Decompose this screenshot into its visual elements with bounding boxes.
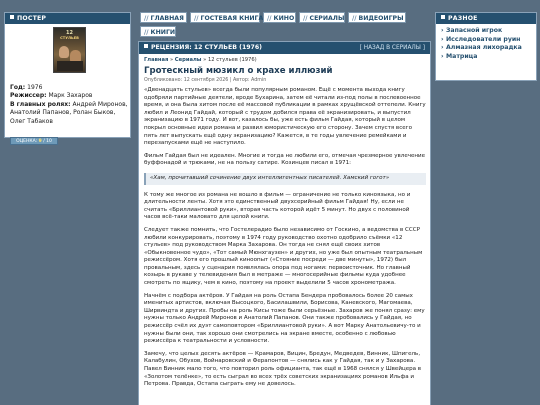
year-row: Год: 1976 xyxy=(10,84,43,91)
misc-links xyxy=(436,24,536,64)
paragraph: Начнём с подбора актёров. У Гайдая на роль Остапа Бендера пробовалось более 20 самых именитых артистов, включая Высоцкого, Басилашвили, Борисова, Каневского, Магомаева, Ширвиндта и других. Пробы на роль Кисы тоже были серьёзные. Захаров же понял сразу: ему нужны только Андрей Миронов и Анатолий Папанов. Они также пробовались у Гайдая, но режиссёр счёл их дуэт самоповтором «Бриллиантовой руки». А вот Марку Анатольевичу-то и нужны были они, так хорошо они смотрелись на экране вместе, особенно с любовью режиссёра к театральности и условности. xyxy=(144,292,425,345)
poster-figure xyxy=(59,46,69,58)
paragraph: Фильм Гайдая был не идеален. Многие и тогда не любили его, отмечая чрезмерное увлечение буффонадой и трюками, не на пользу сатире. Козинцев писал в 1971: xyxy=(144,152,426,167)
breadcrumb-home-link[interactable]: Главная xyxy=(144,57,169,63)
nav-item-movies[interactable]: // КИНО xyxy=(263,12,296,23)
nav-item-home[interactable]: // ГЛАВНАЯ xyxy=(140,12,187,23)
square-bullet-icon xyxy=(144,44,148,48)
director-row: Режиссер: Марк Захаров xyxy=(10,92,93,100)
top-navigation xyxy=(140,12,430,38)
blockquote: «Хам, прочитавший сочинение двух интеллигентных писателей. Хамский гогот» xyxy=(144,173,426,185)
breadcrumb-current: 12 стульев (1976) xyxy=(207,57,257,63)
cast-row: В главных ролях: Андрей Миронов, Анатолий Папанов, Ролан Быков, Олег Табаков xyxy=(10,100,128,125)
bullet-icon: › xyxy=(441,52,444,60)
misc-link-item[interactable]: › Исследователи руин xyxy=(441,35,521,43)
paragraph: Замечу, что целых десять актёров — Крамаров, Вицин, Бредун, Медведев, Винник, Шпигель, Калабулин, Обухов, Войнаровский и Ферапонтов — снялись как у Гайдая, так и у Захарова. Павел Винник мало того, что повторил роль официанта, так ещё в 1968 снялся у Швейцера в «Золотом телёнке», то есть сыграл во всех трёх советских экранизациях романов Ильфа и Петрова. Правда, Остапа сыграть ему не довелось. xyxy=(144,350,422,388)
misc-link-item[interactable]: › Алмазная лихорадка xyxy=(441,44,522,52)
nav-item-series[interactable]: // СЕРИАЛЫ xyxy=(299,12,345,23)
review-header xyxy=(139,42,430,54)
square-bullet-icon xyxy=(441,15,445,19)
misc-link-item[interactable]: › Запасной игрок xyxy=(441,27,503,34)
bullet-icon: › xyxy=(441,44,444,52)
square-bullet-icon xyxy=(10,15,14,19)
paragraph: К тому же многое из романа не вошло в фильм — ограничение не только киноязыка, но и длительности ленты. Хотя это единственный двухсерийный фильм Гайдая! Ну, если не считать «Бриллиантовой руки», вторая часть которой идёт 5 минут. Но двух с половиной часов всё-таки маловато для целой книги. xyxy=(144,191,411,221)
review-header-title: РЕЦЕНЗИЯ: 12 СТУЛЬЕВ (1976) xyxy=(151,44,263,51)
breadcrumb: Главная » Сериалы » 12 стульев (1976) xyxy=(144,57,257,63)
poster-figure xyxy=(57,61,83,71)
article-meta: Опубликовано: 12 сентября 2026 | Автор: Admin xyxy=(144,78,267,83)
poster-image[interactable] xyxy=(53,27,86,73)
poster-panel xyxy=(4,12,131,144)
rating-badge: ОЦЕНКА: 9 / 10 xyxy=(10,137,58,145)
review-panel xyxy=(138,41,431,405)
article-body xyxy=(144,87,426,394)
poster-title-number: 12 xyxy=(66,30,73,36)
paragraph: «Двенадцать стульев» всегда были популярным романом. Ещё с момента выхода книгу одобряли партийные деятели, вроде Бухарина, затем её читали из-под полы в послевоенное время, и она была хитом после её массовой публикации в рамках хрущёвской оттепели. Книгу любил и Леонид Гайдай, который с трудом добился права её экранизировать, и выпустил экранизацию в 1971 году. И вот, казалось бы, уже есть фильм Гайдая, который в целом покрыл основные идеи романа и развил юмористическую его сторону. Зачем спустя всего пять лет выпускать ещё одну экранизацию? Кажется, в те годы увлечение ремейками и перезапусками ещё не наступило. xyxy=(144,87,426,147)
nav-item-guestbook[interactable]: // ГОСТЕВАЯ КНИГА xyxy=(190,12,260,23)
breadcrumb-series-link[interactable]: Сериалы xyxy=(174,57,202,63)
nav-item-videogames[interactable]: // ВИДЕОИГРЫ xyxy=(348,12,406,23)
movie-info xyxy=(10,84,128,126)
article-title: Гротескный мюзикл о крахе иллюзий xyxy=(144,66,333,76)
back-to-series-link[interactable]: [ НАЗАД В СЕРИАЛЫ ] xyxy=(359,45,425,51)
misc-panel-header: РАЗНОЕ xyxy=(436,13,536,24)
misc-panel xyxy=(435,12,537,81)
nav-item-books[interactable]: // КНИГИ xyxy=(140,26,176,37)
poster-panel-header: ПОСТЕР xyxy=(5,13,130,24)
bullet-icon: › xyxy=(441,35,444,43)
bullet-icon: › xyxy=(441,27,444,34)
paragraph: Следует также помнить, что Гостелерадио было независимо от Госкино, а ведомства в СССР любили конкурировать, поэтому в 1974 году руководство охотно одобрило съёмки «12 стульев» под руководством Марка Захарова. Он тогда не снял ещё своих хитов «Обыкновенное чудо», «Тот самый Мюнхгаузен» и других, но уже был опытным театральным режиссёром. Хотя его прошлый киноопыт («Стояние посреди — две минуты», 1972) был провальным, здесь у сценария появлялась опора под ногами: первоисточник. Но главный козырь в рукаве у телевидения был в метраже — многосерийные фильмы куда удобнее смотреть по ящику, чем в кино, поэтому на проект выделили 5 часов хронометража. xyxy=(144,226,423,287)
misc-link-item[interactable]: › Матрица xyxy=(441,52,478,60)
poster-title-word: СТУЛЬЕВ xyxy=(60,36,79,40)
